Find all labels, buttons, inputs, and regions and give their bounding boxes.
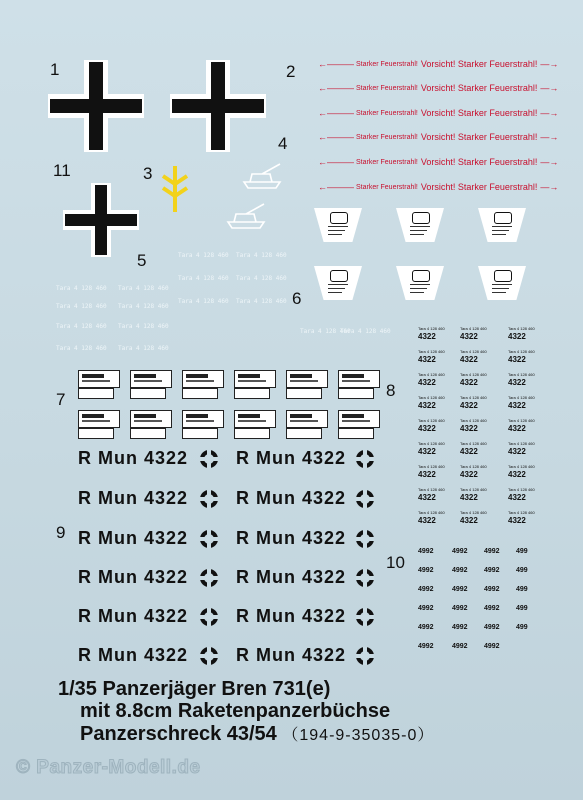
plate-tara-text: Tara 4 128 460 — [460, 349, 487, 354]
plate-bar — [186, 380, 214, 382]
instruction-shield — [396, 208, 444, 242]
plate-bar — [186, 420, 214, 422]
yellow-rune-icon — [160, 164, 190, 214]
plate-number: 4322 — [460, 378, 478, 387]
plate-bar — [238, 374, 260, 378]
plate-number: 4322 — [418, 516, 436, 525]
text-line — [410, 292, 424, 293]
warning-line — [318, 81, 559, 95]
plate-tara-text: Tara 4 128 460 — [460, 395, 487, 400]
plate-tara-text: Tara 4 128 460 — [418, 395, 445, 400]
text-line — [492, 230, 509, 231]
number-4992: 4992 — [418, 643, 434, 650]
number-4992: 4992 — [452, 567, 468, 574]
data-plate-small — [286, 388, 322, 399]
plate-bar — [82, 374, 104, 378]
number-4992: 499 — [516, 567, 528, 574]
data-plate — [130, 410, 172, 428]
data-plate — [234, 410, 276, 428]
warning-big-text: Vorsicht! Starker Feuerstrahl! — [420, 157, 538, 167]
number-4992: 4992 — [452, 624, 468, 631]
instruction-shield — [314, 266, 362, 300]
plate-number: 4322 — [508, 401, 526, 410]
plate-tara-text: Tara 4 128 460 — [508, 372, 535, 377]
warning-small-text: Starker Feuerstrahl! — [356, 84, 418, 92]
text-line — [328, 292, 342, 293]
rmun-text: R Mun 4322 — [236, 606, 347, 626]
white-serial-text: Tara 4 128 460 — [178, 252, 229, 259]
circle-marking-icon — [356, 530, 374, 548]
warning-small-text: Starker Feuerstrahl! — [356, 158, 418, 166]
label-8: 8 — [386, 381, 396, 400]
plate-bar — [238, 420, 266, 422]
plate-tara-text: Tara 4 128 460 — [418, 418, 445, 423]
data-plate — [182, 410, 224, 428]
instruction-shield — [396, 266, 444, 300]
plate-number: 4322 — [508, 424, 526, 433]
warning-line — [318, 106, 559, 120]
rocket-launcher-icon — [494, 270, 512, 282]
plate-tara-text: Tara 4 128 460 — [418, 349, 445, 354]
text-line — [328, 284, 348, 285]
label-7: 7 — [56, 390, 66, 409]
plate-number: 4322 — [460, 493, 478, 502]
label-9: 9 — [56, 523, 66, 542]
plate-bar — [134, 380, 162, 382]
plate-tara-text: Tara 4 128 460 — [508, 441, 535, 446]
data-plate-small — [286, 428, 322, 439]
warning-big-text: Vorsicht! Starker Feuerstrahl! — [420, 182, 538, 192]
white-serial-text: Tara 4 128 460 — [118, 303, 169, 310]
data-plate-small — [338, 428, 374, 439]
warning-small-text: Starker Feuerstrahl! — [356, 60, 418, 68]
arrow-right-icon: —→ — [540, 108, 559, 118]
balkenkreuz-cross-2 — [170, 60, 266, 152]
title-line-3 — [80, 722, 434, 746]
white-serial-text: Tara 4 128 460 — [236, 298, 287, 305]
label-2: 2 — [286, 62, 296, 81]
plate-bar — [82, 414, 104, 418]
plate-tara-text: Tara 4 128 460 — [508, 487, 535, 492]
arrow-right-icon: —→ — [540, 182, 559, 192]
instruction-shield — [478, 266, 526, 300]
white-serial-text: Tara 4 128 460 — [56, 323, 107, 330]
plate-number: 4322 — [418, 493, 436, 502]
watermark: © Panzer-Modell.de — [16, 757, 201, 778]
arrow-left-icon: ←——— — [318, 182, 354, 192]
plate-number: 4322 — [418, 332, 436, 341]
plate-bar — [290, 420, 318, 422]
text-line — [328, 230, 345, 231]
white-serial-text: Tara 4 128 460 — [236, 275, 287, 282]
plate-tara-text: Tara 4 128 460 — [418, 441, 445, 446]
number-4992: 4992 — [418, 624, 434, 631]
white-serial-text: Tara 4 128 460 — [118, 323, 169, 330]
plate-bar — [290, 374, 312, 378]
tank-outline-icon-1 — [240, 160, 286, 190]
plate-number: 4322 — [460, 447, 478, 456]
data-plate — [234, 370, 276, 388]
label-6: 6 — [292, 289, 302, 308]
number-4992: 499 — [516, 605, 528, 612]
plate-number: 4322 — [508, 378, 526, 387]
plate-number: 4322 — [418, 470, 436, 479]
plate-number: 4322 — [508, 355, 526, 364]
number-4992: 4992 — [418, 605, 434, 612]
plate-bar — [290, 380, 318, 382]
rmun-text: R Mun 4322 — [236, 448, 347, 468]
rmun-text: R Mun 4322 — [236, 645, 347, 665]
text-line — [492, 226, 512, 227]
number-4992: 499 — [516, 548, 528, 555]
plate-tara-text: Tara 4 128 460 — [508, 510, 535, 515]
data-plate — [286, 410, 328, 428]
plate-tara-text: Tara 4 128 460 — [508, 395, 535, 400]
label-1: 1 — [50, 60, 60, 79]
text-line — [410, 234, 424, 235]
arrow-right-icon: —→ — [540, 83, 559, 93]
plate-bar — [238, 380, 266, 382]
rocket-launcher-icon — [412, 270, 430, 282]
plate-tara-text: Tara 4 128 460 — [418, 510, 445, 515]
plate-tara-text: Tara 4 128 460 — [418, 487, 445, 492]
instruction-shield — [478, 208, 526, 242]
number-4992: 499 — [516, 624, 528, 631]
number-4992: 4992 — [484, 586, 500, 593]
plate-tara-text: Tara 4 128 460 — [460, 441, 487, 446]
plate-number: 4322 — [418, 355, 436, 364]
label-3: 3 — [143, 164, 153, 183]
text-line — [410, 284, 430, 285]
plate-bar — [134, 420, 162, 422]
data-plate-small — [78, 388, 114, 399]
arrow-left-icon: ←——— — [318, 59, 354, 69]
white-serial-text: Tara 4 128 460 — [118, 285, 169, 292]
plate-tara-text: Tara 4 128 460 — [508, 418, 535, 423]
instruction-shield — [314, 208, 362, 242]
circle-marking-icon — [356, 647, 374, 665]
data-plate — [286, 370, 328, 388]
balkenkreuz-cross-11 — [63, 183, 139, 257]
data-plate-small — [130, 428, 166, 439]
plate-bar — [290, 414, 312, 418]
number-4992: 4992 — [484, 624, 500, 631]
plate-bar — [82, 380, 110, 382]
warning-line — [318, 155, 559, 169]
warning-big-text: Vorsicht! Starker Feuerstrahl! — [420, 132, 538, 142]
warning-small-text: Starker Feuerstrahl! — [356, 183, 418, 191]
plate-bar — [134, 414, 156, 418]
warning-big-text: Vorsicht! Starker Feuerstrahl! — [420, 59, 538, 69]
white-serial-text: Tara 4 128 460 — [56, 285, 107, 292]
plate-tara-text: Tara 4 128 460 — [460, 510, 487, 515]
arrow-left-icon: ←——— — [318, 83, 354, 93]
circle-marking-icon — [200, 530, 218, 548]
plate-bar — [186, 414, 208, 418]
warning-line — [318, 57, 559, 71]
plate-number: 4322 — [460, 401, 478, 410]
data-plate-small — [78, 428, 114, 439]
rocket-launcher-icon — [330, 270, 348, 282]
plate-number: 4322 — [460, 332, 478, 341]
plate-number: 4322 — [508, 516, 526, 525]
circle-marking-icon — [356, 490, 374, 508]
white-serial-text: Tara 4 128 460 — [56, 345, 107, 352]
number-4992: 4992 — [484, 605, 500, 612]
plate-tara-text: Tara 4 128 460 — [460, 487, 487, 492]
circle-marking-icon — [200, 647, 218, 665]
plate-tara-text: Tara 4 128 460 — [460, 326, 487, 331]
data-plate — [78, 370, 120, 388]
circle-marking-icon — [356, 450, 374, 468]
number-4992: 4992 — [418, 548, 434, 555]
rmun-text: R Mun 4322 — [236, 567, 347, 587]
number-4992: 4992 — [452, 586, 468, 593]
plate-number: 4322 — [508, 332, 526, 341]
data-plate — [130, 370, 172, 388]
title-line-2: mit 8.8cm Raketenpanzerbüchse — [80, 700, 391, 722]
plate-number: 4322 — [418, 401, 436, 410]
plate-number: 4322 — [508, 447, 526, 456]
warning-big-text: Vorsicht! Starker Feuerstrahl! — [420, 83, 538, 93]
circle-marking-icon — [356, 608, 374, 626]
text-line — [328, 226, 348, 227]
arrow-left-icon: ←——— — [318, 132, 354, 142]
text-line — [492, 234, 506, 235]
plate-bar — [342, 414, 364, 418]
rmun-text: R Mun 4322 — [78, 448, 189, 468]
arrow-right-icon: —→ — [540, 132, 559, 142]
plate-tara-text: Tara 4 128 460 — [508, 326, 535, 331]
product-code: （194-9-35035-0） — [282, 727, 435, 744]
rmun-text: R Mun 4322 — [78, 567, 189, 587]
white-serial-text: Tara 4 128 460 — [178, 275, 229, 282]
data-plate-small — [182, 388, 218, 399]
warning-big-text: Vorsicht! Starker Feuerstrahl! — [420, 108, 538, 118]
circle-marking-icon — [356, 569, 374, 587]
data-plate-small — [234, 388, 270, 399]
number-4992: 4992 — [484, 567, 500, 574]
warning-small-text: Starker Feuerstrahl! — [356, 133, 418, 141]
plate-tara-text: Tara 4 128 460 — [418, 326, 445, 331]
label-5: 5 — [137, 251, 147, 270]
plate-number: 4322 — [418, 378, 436, 387]
balkenkreuz-cross-1 — [48, 60, 144, 152]
data-plate-small — [130, 388, 166, 399]
plate-bar — [134, 374, 156, 378]
plate-bar — [342, 420, 370, 422]
white-serial-text: Tara 4 128 460 — [118, 345, 169, 352]
plate-number: 4322 — [460, 355, 478, 364]
rmun-text: R Mun 4322 — [236, 488, 347, 508]
plate-tara-text: Tara 4 128 460 — [508, 464, 535, 469]
data-plate-small — [182, 428, 218, 439]
number-4992: 4992 — [418, 586, 434, 593]
rocket-launcher-icon — [412, 212, 430, 224]
text-line — [410, 288, 427, 289]
plate-bar — [186, 374, 208, 378]
plate-number: 4322 — [508, 470, 526, 479]
arrow-right-icon: —→ — [540, 157, 559, 167]
number-4992: 4992 — [484, 548, 500, 555]
number-4992: 4992 — [418, 567, 434, 574]
label-10: 10 — [386, 553, 405, 572]
plate-tara-text: Tara 4 128 460 — [418, 464, 445, 469]
data-plate — [338, 370, 380, 388]
plate-tara-text: Tara 4 128 460 — [460, 372, 487, 377]
warning-line — [318, 130, 559, 144]
label-11: 11 — [53, 161, 71, 180]
plate-bar — [342, 374, 364, 378]
text-line — [492, 288, 509, 289]
plate-number: 4322 — [460, 516, 478, 525]
number-4992: 4992 — [452, 643, 468, 650]
title-line-1: 1/35 Panzerjäger Bren 731(e) — [58, 678, 331, 700]
text-line — [492, 284, 512, 285]
label-4: 4 — [278, 134, 288, 153]
rmun-text: R Mun 4322 — [78, 645, 189, 665]
plate-number: 4322 — [418, 424, 436, 433]
arrow-right-icon: —→ — [540, 59, 559, 69]
arrow-left-icon: ←——— — [318, 108, 354, 118]
arrow-left-icon: ←——— — [318, 157, 354, 167]
circle-marking-icon — [200, 450, 218, 468]
plate-tara-text: Tara 4 128 460 — [460, 464, 487, 469]
plate-tara-text: Tara 4 128 460 — [460, 418, 487, 423]
plate-bar — [82, 420, 110, 422]
white-serial-text: Tara 4 128 460 — [300, 328, 351, 335]
data-plate — [78, 410, 120, 428]
plate-number: 4322 — [418, 447, 436, 456]
plate-bar — [238, 414, 260, 418]
number-4992: 499 — [516, 586, 528, 593]
data-plate-small — [234, 428, 270, 439]
plate-tara-text: Tara 4 128 460 — [508, 349, 535, 354]
title-line-3-text: Panzerschreck 43/54 — [80, 723, 277, 745]
plate-bar — [342, 380, 370, 382]
plate-tara-text: Tara 4 128 460 — [418, 372, 445, 377]
circle-marking-icon — [200, 608, 218, 626]
number-4992: 4992 — [452, 605, 468, 612]
circle-marking-icon — [200, 569, 218, 587]
rmun-text: R Mun 4322 — [78, 528, 189, 548]
rmun-text: R Mun 4322 — [78, 488, 189, 508]
white-serial-text: Tara 4 128 460 — [178, 298, 229, 305]
text-line — [328, 234, 342, 235]
plate-number: 4322 — [508, 493, 526, 502]
data-plate-small — [338, 388, 374, 399]
number-4992: 4992 — [452, 548, 468, 555]
rocket-launcher-icon — [330, 212, 348, 224]
white-serial-text: Tara 4 128 460 — [56, 303, 107, 310]
tank-outline-icon-2 — [224, 200, 270, 230]
rmun-text: R Mun 4322 — [236, 528, 347, 548]
rmun-text: R Mun 4322 — [78, 606, 189, 626]
warning-small-text: Starker Feuerstrahl! — [356, 109, 418, 117]
text-line — [410, 230, 427, 231]
white-serial-text: Tara 4 128 460 — [340, 328, 391, 335]
plate-number: 4322 — [460, 470, 478, 479]
data-plate — [338, 410, 380, 428]
circle-marking-icon — [200, 490, 218, 508]
text-line — [410, 226, 430, 227]
text-line — [492, 292, 506, 293]
plate-number: 4322 — [460, 424, 478, 433]
data-plate — [182, 370, 224, 388]
number-4992: 4992 — [484, 643, 500, 650]
white-serial-text: Tara 4 128 460 — [236, 252, 287, 259]
text-line — [328, 288, 345, 289]
rocket-launcher-icon — [494, 212, 512, 224]
warning-line — [318, 180, 559, 194]
